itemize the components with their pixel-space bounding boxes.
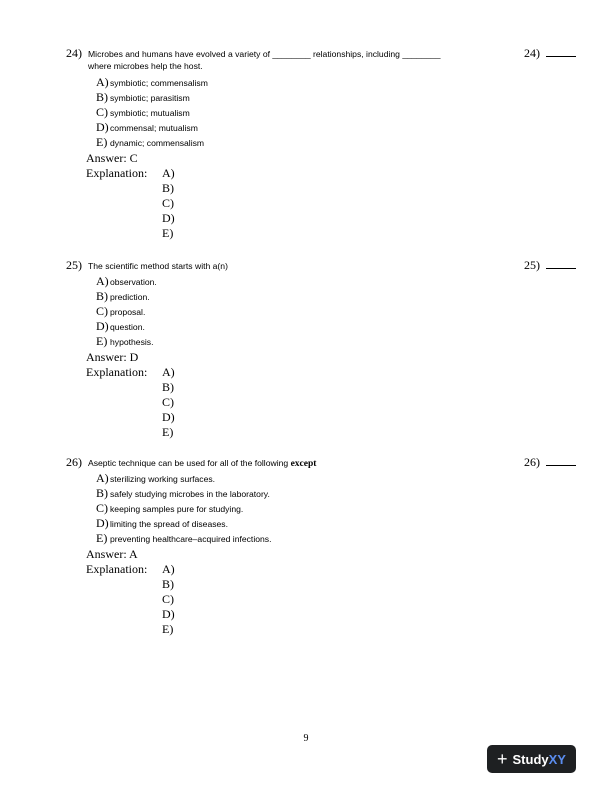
choice-e <box>96 332 153 347</box>
choice-c <box>96 103 190 118</box>
answer-blank <box>524 258 576 273</box>
explanation-label: Explanation: <box>86 365 148 379</box>
logo-text-accent: XY <box>548 751 566 767</box>
question-number: 25) <box>66 258 82 272</box>
explanation-c: C) <box>162 395 174 409</box>
choice-d <box>96 514 228 529</box>
page-number: 9 <box>303 733 309 744</box>
choice-letter: D) <box>96 120 109 134</box>
choice-letter: A) <box>96 471 109 485</box>
choice-letter: E) <box>96 334 108 348</box>
question-number: 26) <box>66 455 82 469</box>
question-stem-text: Aseptic technique can be used for all of the following <box>88 458 289 468</box>
choice-b <box>96 88 190 103</box>
choice-letter: D) <box>96 319 109 333</box>
answer-key: Answer: A <box>86 547 138 561</box>
explanation-label: Explanation: <box>86 562 148 576</box>
explanation-b: B) <box>162 380 174 394</box>
answer-blank <box>524 455 576 470</box>
question-stem-line-1: The scientific method starts with a(n) <box>88 261 228 271</box>
answer-key: Answer: D <box>86 350 139 364</box>
choice-text: dynamic; commensalism <box>110 138 205 148</box>
choice-text: limiting the spread of diseases. <box>110 519 228 529</box>
choice-text: observation. <box>110 277 157 287</box>
choice-text: symbiotic; mutualism <box>110 108 190 118</box>
choice-a <box>96 73 208 88</box>
question-stem <box>88 260 488 272</box>
choice-d <box>96 317 145 332</box>
answer-blank-label: 24) <box>524 46 540 60</box>
choice-text: preventing healthcare–acquired infections. <box>110 534 272 544</box>
choice-letter: B) <box>96 90 108 104</box>
answer-blank-label: 25) <box>524 258 540 272</box>
explanation-c: C) <box>162 196 174 210</box>
choice-letter: D) <box>96 516 109 530</box>
choice-c <box>96 302 145 317</box>
answer-blank-line[interactable] <box>546 455 576 466</box>
explanation-e: E) <box>162 226 174 240</box>
studyxy-logo[interactable] <box>487 745 576 773</box>
question-stem <box>88 48 488 72</box>
question-number: 24) <box>66 46 82 60</box>
choice-letter: C) <box>96 105 108 119</box>
choice-letter: A) <box>96 75 109 89</box>
choice-letter: B) <box>96 289 108 303</box>
explanation-b: B) <box>162 181 174 195</box>
choice-letter: A) <box>96 274 109 288</box>
explanation-d: D) <box>162 410 175 424</box>
explanation-a: A) <box>162 562 175 576</box>
logo-text-main: Study <box>512 751 549 767</box>
answer-blank-line[interactable] <box>546 258 576 269</box>
answer-key: Answer: C <box>86 151 138 165</box>
answer-blank-line[interactable] <box>546 46 576 57</box>
explanation-e: E) <box>162 622 174 636</box>
answer-blank-label: 26) <box>524 455 540 469</box>
choice-letter: C) <box>96 501 108 515</box>
choice-text: symbiotic; parasitism <box>110 93 190 103</box>
choice-a <box>96 272 157 287</box>
choice-e <box>96 529 271 544</box>
question-stem-line-2: where microbes help the host. <box>88 61 203 71</box>
plus-icon: + <box>497 749 508 769</box>
choice-b <box>96 484 270 499</box>
answer-blank <box>524 46 576 61</box>
choice-text: symbiotic; commensalism <box>110 78 208 88</box>
question-stem-emphasis: except <box>290 459 317 469</box>
explanation-label: Explanation: <box>86 166 148 180</box>
explanation-e: E) <box>162 425 174 439</box>
choice-c <box>96 499 243 514</box>
choice-letter: C) <box>96 304 108 318</box>
question-stem-line-1: Microbes and humans have evolved a variety of ________ relationships, including ________ <box>88 49 441 59</box>
choice-text: question. <box>110 322 145 332</box>
explanation-c: C) <box>162 592 174 606</box>
choice-text: sterilizing working surfaces. <box>110 474 216 484</box>
explanation-b: B) <box>162 577 174 591</box>
choice-text: hypothesis. <box>110 337 154 347</box>
choice-text: safely studying microbes in the laboratory. <box>110 489 270 499</box>
choice-letter: B) <box>96 486 108 500</box>
choice-text: proposal. <box>110 307 146 317</box>
explanation-d: D) <box>162 607 175 621</box>
explanation-d: D) <box>162 211 175 225</box>
explanation-a: A) <box>162 166 175 180</box>
explanation-a: A) <box>162 365 175 379</box>
choice-e <box>96 133 204 148</box>
choice-d <box>96 118 198 133</box>
choice-letter: E) <box>96 135 108 149</box>
choice-letter: E) <box>96 531 108 545</box>
choice-b <box>96 287 150 302</box>
choice-text: prediction. <box>110 292 150 302</box>
choice-text: keeping samples pure for studying. <box>110 504 244 514</box>
choice-text: commensal; mutualism <box>110 123 198 133</box>
choice-a <box>96 469 215 484</box>
